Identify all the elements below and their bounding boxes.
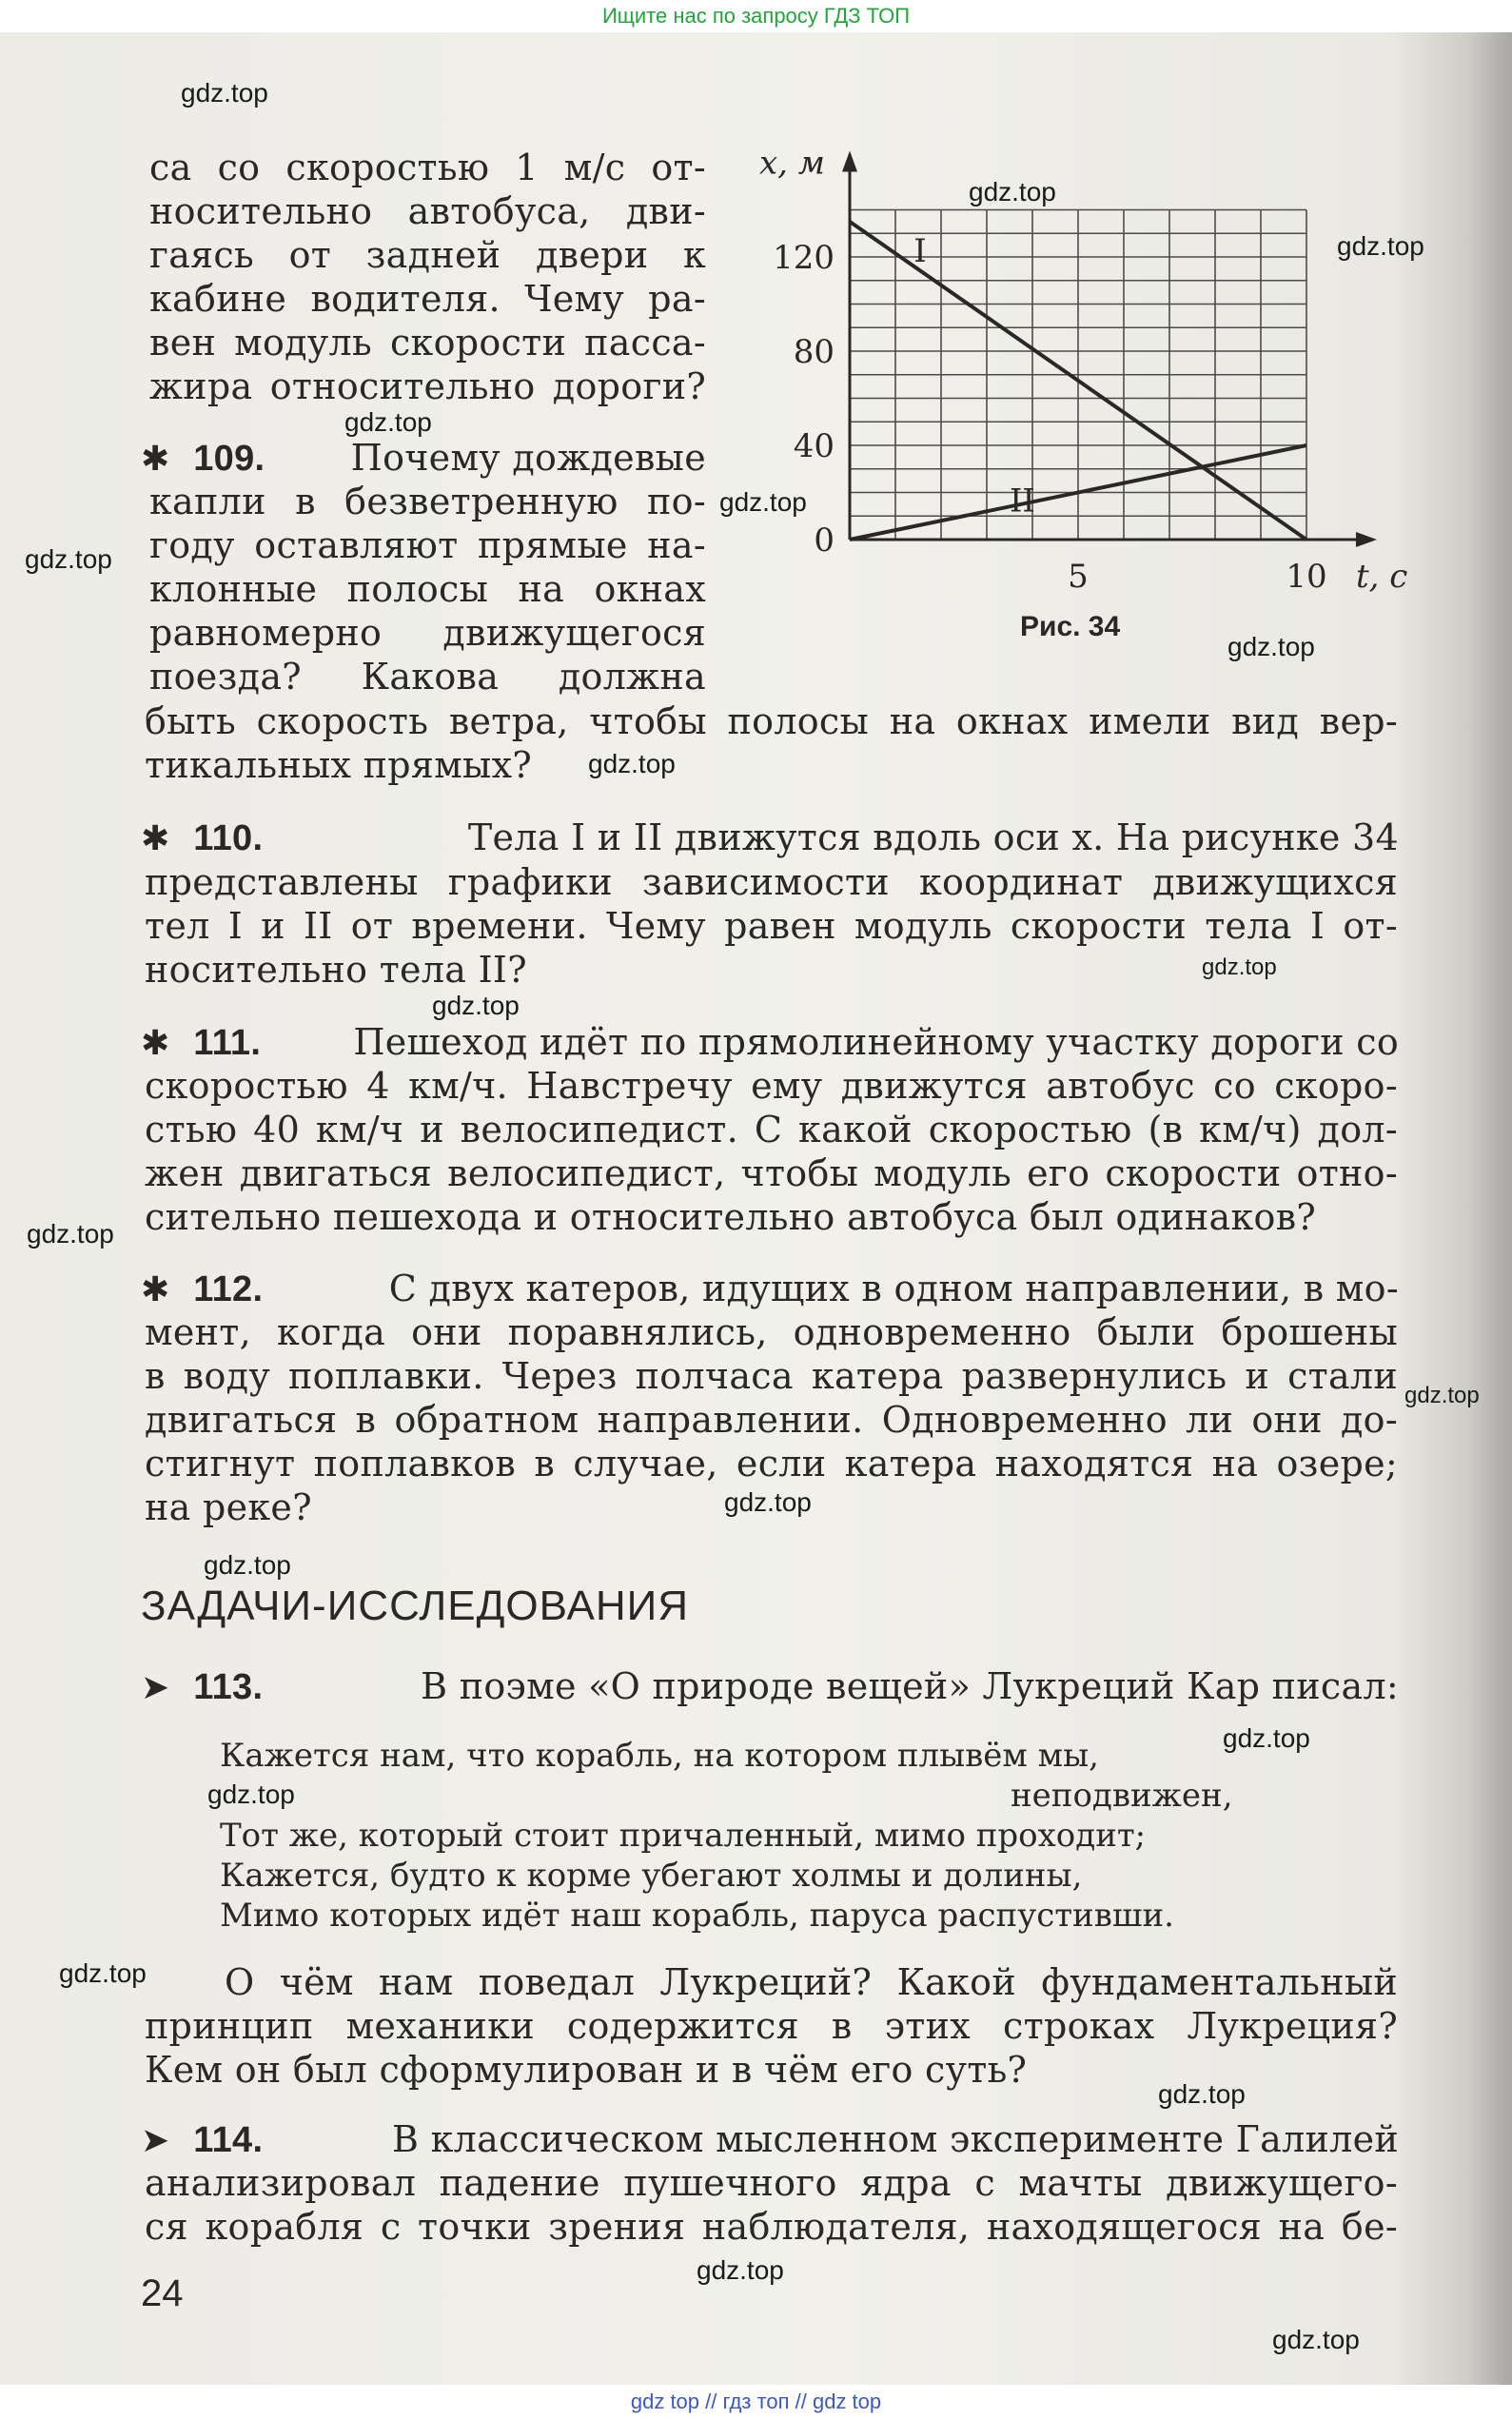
- y-axis-label: x, м: [759, 144, 825, 183]
- watermark: gdz.top: [697, 2255, 784, 2285]
- watermark: gdz.top: [719, 487, 807, 517]
- y-tick-label: 80: [793, 333, 835, 371]
- y-tick-label: 0: [814, 521, 835, 560]
- watermark: gdz.top: [344, 407, 432, 437]
- text-line: Тела I и II движутся вдоль оси x. На рисунке 34: [467, 816, 1399, 858]
- text-line: принцип механики содержится в этих строках Лукреция?: [145, 2005, 1398, 2047]
- text-line: сительно пешехода и относительно автобуса был одинаков?: [145, 1196, 1317, 1238]
- text-line: году оставляют прямые на-: [149, 524, 706, 566]
- poem-line: Кажется нам, что корабль, на котором плывём мы,: [220, 1737, 1099, 1775]
- poem-line: Тот же, который стоит причаленный, мимо проходит;: [220, 1817, 1147, 1855]
- poem-line: Кажется, будто к корме убегают холмы и долины,: [220, 1857, 1083, 1895]
- text-line: В поэме «О природе вещей» Лукреций Кар писал:: [421, 1665, 1399, 1707]
- x-tick-label: 10: [1286, 558, 1327, 596]
- watermark: gdz.top: [1223, 1723, 1310, 1753]
- problem-109-first-line: [141, 436, 706, 482]
- watermark: gdz.top: [1158, 2079, 1246, 2109]
- text-line: в воду поплавки. Через полчаса катера развернулись и стали: [145, 1355, 1398, 1397]
- text-line: гаясь от задней двери к: [149, 234, 706, 276]
- text-line: С двух катеров, идущих в одном направлении, в мо-: [388, 1268, 1399, 1309]
- problem-number: 114.: [193, 2120, 264, 2160]
- text-line: быть скорость ветра, чтобы полосы на окнах имели вид вер-: [145, 700, 1398, 742]
- text-line: скоростью 4 км/ч. Навстречу ему движутся автобус со скоро-: [145, 1065, 1398, 1107]
- text-line: равномерно движущегося: [149, 612, 706, 654]
- watermark: gdz.top: [27, 1219, 114, 1249]
- y-axis-arrow-icon: [842, 151, 857, 172]
- text-line: поезда? Какова должна: [149, 656, 706, 698]
- text-line: кабине водителя. Чему ра-: [149, 278, 706, 320]
- problem-number: 112.: [193, 1269, 264, 1309]
- problem-number: 109.: [193, 439, 265, 479]
- problem-number: 110.: [193, 818, 264, 858]
- problem-number: 113.: [193, 1667, 264, 1707]
- figure-caption: Рис. 34: [1020, 611, 1121, 642]
- arrow-marker-icon: ➤: [141, 2121, 170, 2160]
- page-number: 24: [141, 2272, 184, 2314]
- x-tick-label: 5: [1068, 558, 1089, 596]
- star-icon: ✱: [141, 1270, 170, 1309]
- problem-114-first-line: [141, 2117, 1399, 2163]
- watermark: gdz.top: [969, 177, 1056, 206]
- series-label: I: [913, 231, 927, 270]
- y-tick-label: 40: [793, 427, 835, 465]
- x-axis-arrow-icon: [1356, 532, 1377, 547]
- series-label: II: [1010, 482, 1035, 521]
- watermark: gdz.top: [588, 749, 676, 778]
- watermark: gdz.top: [59, 1958, 147, 1988]
- text-line: тел I и II от времени. Чему равен модуль скорости тела I от-: [145, 905, 1398, 947]
- watermark: gdz.top: [432, 991, 520, 1020]
- text-line: ся корабля с точки зрения наблюдателя, находящегося на бе-: [145, 2206, 1398, 2248]
- text-line: вен модуль скорости пасса-: [149, 322, 706, 364]
- watermark: gdz.top: [181, 78, 268, 108]
- watermark: gdz.top: [1227, 632, 1315, 661]
- watermark: gdz.top: [1202, 954, 1277, 980]
- text-line: мент, когда они поравнялись, одновременно были брошены: [145, 1311, 1398, 1353]
- text-line: Кем он был сформулирован и в чём его суть?: [145, 2049, 1028, 2091]
- poem-line: Мимо которых идёт наш корабль, паруса распустивши.: [220, 1897, 1174, 1935]
- watermark: gdz.top: [207, 1780, 295, 1809]
- text-line: Почему дождевые: [350, 437, 706, 479]
- text-line: носительно тела II?: [145, 949, 527, 991]
- text-line: представлены графики зависимости координат движущихся: [145, 861, 1398, 903]
- section-title: ЗАДАЧИ-ИССЛЕДОВАНИЯ: [141, 1583, 690, 1629]
- text-line: О чём нам поведал Лукреций? Какой фундаментальный: [225, 1961, 1398, 2003]
- x-axis-label: t, с: [1356, 558, 1408, 596]
- watermark: gdz.top: [25, 544, 112, 574]
- text-line: анализировал падение пушечного ядра с мачты движущего-: [145, 2162, 1398, 2204]
- text-line: стигнут поплавков в случае, если катера находятся на озере;: [145, 1443, 1398, 1485]
- y-tick-label: 120: [773, 239, 835, 277]
- star-icon: ✱: [141, 440, 170, 479]
- watermark: gdz.top: [1404, 1383, 1480, 1408]
- text-line: на реке?: [145, 1486, 312, 1528]
- problem-number: 111.: [193, 1023, 262, 1063]
- text-line: тикальных прямых?: [145, 744, 532, 786]
- watermark: gdz.top: [724, 1487, 812, 1517]
- arrow-marker-icon: ➤: [141, 1668, 170, 1707]
- watermark: gdz.top: [1337, 231, 1424, 261]
- text-line: жира относительно дороги?: [149, 365, 706, 407]
- star-icon: ✱: [141, 819, 170, 858]
- star-icon: ✱: [141, 1024, 170, 1063]
- watermark: gdz.top: [1272, 2325, 1360, 2354]
- figure-34-chart: [752, 133, 1408, 609]
- text-line: носительно автобуса, дви-: [149, 190, 706, 232]
- problem-110-first-line: [141, 816, 1399, 861]
- text-line: клонные полосы на окнах: [149, 568, 706, 610]
- top-banner[interactable]: Ищите нас по запросу ГДЗ ТОП: [0, 0, 1512, 32]
- text-line: Пешеход идёт по прямолинейному участку дороги со: [353, 1021, 1399, 1063]
- text-line: са со скоростью 1 м/с от-: [149, 147, 706, 188]
- watermark: gdz.top: [204, 1550, 291, 1580]
- text-line: стью 40 км/ч и велосипедист. С какой скоростью (в км/ч) дол-: [145, 1109, 1398, 1150]
- problem-112-first-line: [141, 1267, 1399, 1312]
- text-line: В классическом мысленном эксперименте Галилей: [392, 2118, 1399, 2160]
- text-line: двигаться в обратном направлении. Одновременно ли они до-: [145, 1399, 1398, 1441]
- problem-113-first-line: [141, 1664, 1399, 1710]
- bottom-banner[interactable]: gdz top // гдз топ // gdz top: [0, 2385, 1512, 2419]
- text-line: капли в безветренную по-: [149, 481, 706, 522]
- poem-line: неподвижен,: [1011, 1777, 1233, 1815]
- problem-111-first-line: [141, 1020, 1399, 1066]
- text-line: жен двигаться велосипедист, чтобы модуль его скорости отно-: [145, 1152, 1398, 1194]
